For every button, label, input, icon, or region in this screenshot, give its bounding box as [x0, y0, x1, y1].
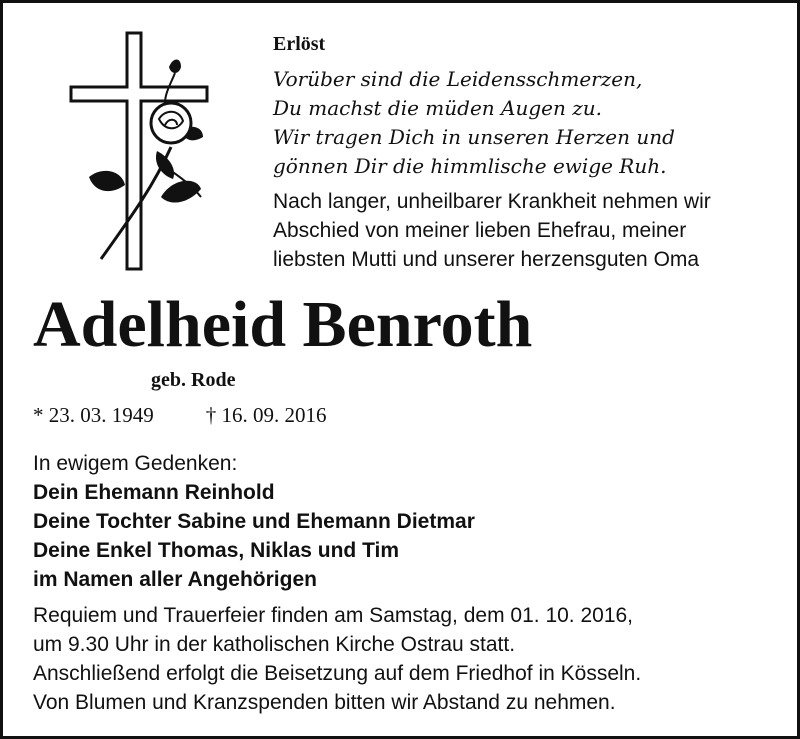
maiden-name: geb. Rode [151, 369, 236, 391]
intro-text [273, 187, 793, 274]
mourner-line: Deine Tochter Sabine und Ehemann Dietmar [33, 510, 475, 533]
notice-line: um 9.30 Uhr in der katholischen Kirche Ostrau statt. [33, 633, 516, 656]
notice-line: Requiem und Trauerfeier finden am Samstag, dem 01. 10. 2016, [33, 604, 634, 627]
intro-line: Nach langer, unheilbarer Krankheit nehmen wir [273, 190, 711, 213]
mourners-heading: In ewigem Gedenken: [33, 452, 238, 475]
deceased-name: Adelheid Benroth [33, 288, 533, 361]
cross-with-rose-icon [61, 27, 211, 277]
poem-line: Wir tragen Dich in unseren Herzen und [273, 125, 675, 149]
birth-date: * 23. 03. 1949 [33, 403, 154, 427]
mourner-line: Deine Enkel Thomas, Niklas und Tim [33, 539, 400, 562]
death-date: † 16. 09. 2016 [205, 403, 327, 427]
mourners-block [33, 449, 475, 594]
intro-line: Abschied von meiner lieben Ehefrau, meiner [273, 219, 687, 242]
poem-line: gönnen Dir die himmlische ewige Ruh. [273, 154, 667, 178]
notice-line: Von Blumen und Kranzspenden bitten wir Abstand zu nehmen. [33, 691, 616, 714]
notice-line: Anschließend erfolgt die Beisetzung auf dem Friedhof in Kösseln. [33, 662, 642, 685]
mourner-line: im Namen aller Angehörigen [33, 568, 317, 591]
poem-line: Du machst die müden Augen zu. [273, 96, 602, 120]
poem [273, 33, 793, 274]
intro-line: liebsten Mutti und unserer herzensguten Oma [273, 248, 700, 271]
poem-line: Vorüber sind die Leidensschmerzen, [273, 67, 643, 91]
mourner-line: Dein Ehemann Reinhold [33, 481, 275, 504]
poem-title: Erlöst [273, 33, 326, 55]
life-dates [33, 403, 327, 428]
funeral-notice [33, 601, 793, 717]
